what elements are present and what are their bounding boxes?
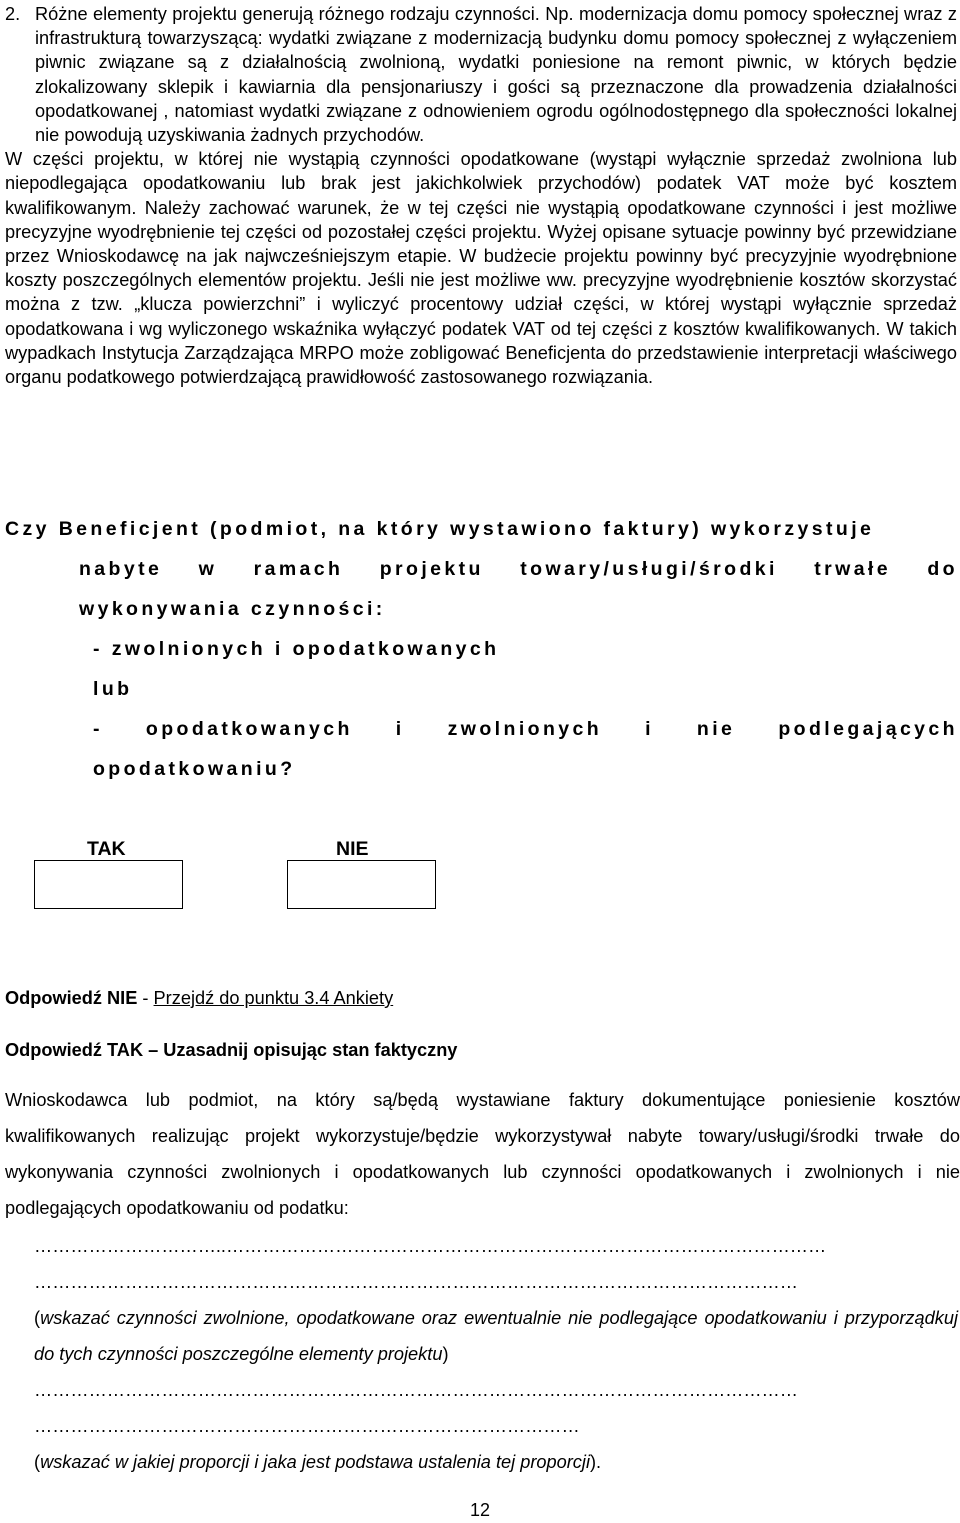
tak-label: TAK	[87, 838, 126, 860]
question-line-2: nabyte w ramach projektu towary/usługi/środki trwałe do	[79, 558, 958, 580]
note-1-text: wskazać czynności zwolnione, opodatkowane oraz ewentualnie nie podlegające opodatkowaniu i przyporządkuj do tych czynności poszczególne elementy projektu	[34, 1308, 958, 1364]
question-option-1: - zwolnionych i opodatkowanych	[93, 638, 500, 660]
answer-tak-line: Odpowiedź TAK – Uzasadnij opisując stan faktyczny	[5, 1040, 458, 1060]
intro-section	[5, 2, 957, 389]
nie-label: NIE	[336, 838, 369, 860]
page-number: 12	[469, 1500, 491, 1520]
question-option-2-cont: opodatkowaniu?	[93, 758, 296, 780]
question-block	[5, 509, 958, 789]
question-line-1: Czy Beneficjent (podmiot, na który wystawiono faktury) wykorzystuje	[5, 518, 875, 540]
question-connector: lub	[93, 678, 133, 700]
note-1-open: (	[34, 1308, 41, 1328]
tak-checkbox[interactable]	[34, 860, 183, 909]
fill-line-1[interactable]: …………………………..………………………………………………………………………………………	[34, 1236, 827, 1256]
note-2	[34, 1444, 958, 1480]
fill-line-2[interactable]: ………………………………………………………………………………………………………………	[34, 1272, 798, 1292]
main-paragraph: W części projektu, w której nie wystąpią czynności opodatkowane (wystąpi wyłącznie sprzedaż zwolniona lub niepodlegająca opodatkowaniu lub brak jest jakichkolwiek przychodów) podatek VAT może być kosztem kwalifikowanym. Należy zachować warunek, że w tej części nie wystąpią opodatkowane czynności i jest możliwe precyzyjne wyodrębnienie tej części od pozostałej części projektu. Wyżej opisane sytuacje powinny być przewidziane przez Wnioskodawcę na jak najwcześniejszym etapie. W budżecie projektu powinny być precyzyjnie wyodrębnione koszty poszczególnych elementów projektu. Jeśli nie jest możliwe ww. precyzyjne wyodrębnienie kosztów skorzystać można z tzw. „klucza powierzchni” i wyliczyć procentowy udział części, w której wystąpi wyłącznie sprzedaż opodatkowana i wg wyliczonego wskaźnika wyłączyć podatek VAT od tej części z kosztów kwalifikowanych. W takich wypadkach Instytucja Zarządzająca MRPO może zobligować Beneficjenta do przedstawienie interpretacji właściwego organu podatkowego potwierdzającą prawidłowość zastosowanego rozwiązania.	[5, 149, 957, 388]
answer-nie-prefix: Odpowiedź NIE	[5, 988, 138, 1008]
fill-line-4[interactable]: ………………………………………………………………………………	[34, 1416, 580, 1436]
note-2-close: ).	[590, 1452, 602, 1472]
fill-line-3[interactable]: ………………………………………………………………………………………………………………	[34, 1380, 798, 1400]
item-number: 2.	[5, 4, 21, 24]
justification-text: Wnioskodawca lub podmiot, na który są/będą wystawiane faktury dokumentujące poniesienie kosztów kwalifikowanych realizując projekt wykorzystuje/będzie wykorzystywał nabyte towary/usługi/środki trwałe do wykonywania czynności zwolnionych i opodatkowanych lub czynności opodatkowanych i zwolnionych i nie podlegających opodatkowaniu od podatku:	[5, 1090, 960, 1218]
note-1-close: )	[442, 1344, 449, 1364]
question-line-3: wykonywania czynności:	[79, 598, 386, 620]
justification-paragraph	[5, 1082, 960, 1226]
item-paragraph: Różne elementy projektu generują różnego rodzaju czynności. Np. modernizacja domu pomocy społecznej wraz z infrastrukturą towarzyszącą: wydatki związane z modernizacją budynku domu pomocy społecznej z wyłączeniem piwnic związane są z działalnością zwolnioną, wydatki poniesione na remont piwnic, w których będzie zlokalizowany sklepik i kawiarnia dla pensjonariuszy i gości są przeznaczone dla prowadzenia działalności opodatkowanej , natomiast wydatki związane z odnowieniem ogrodu ogólnodostępnego dla społeczności lokalnej nie powodują uzyskiwania żadnych przychodów.	[35, 4, 957, 146]
answer-nie-separator: -	[137, 988, 154, 1008]
note-2-open: (	[34, 1452, 41, 1472]
note-2-text: wskazać w jakiej proporcji i jaka jest podstawa ustalenia tej proporcji	[40, 1452, 590, 1472]
question-option-2: - opodatkowanych i zwolnionych i nie podlegających	[93, 718, 958, 740]
answer-nie-line	[5, 988, 393, 1009]
nie-checkbox[interactable]	[287, 860, 436, 909]
note-1	[34, 1300, 958, 1372]
goto-section-link[interactable]: Przejdź do punktu 3.4 Ankiety	[153, 988, 394, 1008]
